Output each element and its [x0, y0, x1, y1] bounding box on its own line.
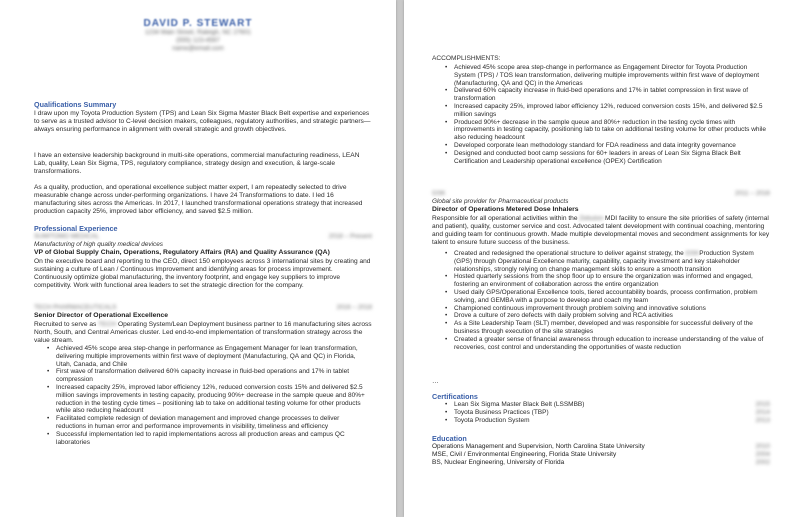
job2-desc-start: Recruited to serve as [34, 321, 97, 328]
job3-tagline: Global site provider for Pharmaceutical products [432, 198, 569, 205]
job3-desc-start: Responsible for all operational activities within the [432, 215, 578, 222]
contact-email: name@email.com [172, 45, 224, 52]
contact-phone: (555) 123-4567 [176, 37, 220, 44]
cert-name: Lean Six Sigma Master Black Belt (LSSMBB) [454, 401, 585, 408]
job1-dates: 2018 – Present [328, 233, 372, 240]
list-item: • Facilitated complete redesign of deviation management and improved change processes to deliver reductions in human error and performance improvements in visibility, timeliness and efficiency [46, 415, 368, 431]
list-item: • As a Site Leadership Team (SLT) member, developed and was responsible for successful delivery of the business through execution of the site strategies [444, 320, 770, 336]
job3-dates: 2011 – 2016 [734, 190, 770, 197]
list-item: • Drove a culture of zero defects with daily problem solving and RCA activities [444, 312, 770, 320]
contact-address: 1234 Main Street, Raleigh, NC 27601 [144, 29, 252, 36]
list-item: • Developed corporate lean methodology standard for FDA readiness and data integrity governance [444, 142, 770, 150]
certifications-heading: Certifications [432, 392, 478, 401]
job3-bullet-list [444, 250, 770, 351]
cert-year: 2013 [755, 416, 770, 424]
summary-paragraph-3: As a quality, production, and operational excellence subject matter expert, I am repeatedly selected to drive measurable change across under-performing organizations. I have 24 Transformations to date. I led 16 manufacturing sites across the Americas. In 2017, I launched transformational operations strategy that increased production capacity 25%, improved labor efficiency, and saved $2.5 million. [34, 184, 363, 215]
degree: BS, Nuclear Engineering, University of Florida [432, 459, 565, 466]
accomplishments-list [444, 64, 770, 165]
list-item: • Designed and conducted boot camp sessions for 60+ leaders in areas of Lean Six Sigma Black Belt Certification and Leadership operational excellence (OPEX) Certification [444, 150, 770, 166]
continuation-ellipsis: … [432, 378, 439, 385]
education-heading: Education [432, 434, 467, 443]
edu-year: 2004 [755, 451, 770, 458]
list-item: • First wave of transformation delivered 60% capacity increase in fluid-bed operations and 17% in tablet compression [46, 368, 368, 384]
list-item [444, 250, 770, 273]
job1-company: SUMITOMO MEDICAL [34, 233, 100, 240]
redacted-company: TECH [98, 321, 117, 328]
job2-company: TECH PHARMACEUTICALS [34, 304, 117, 311]
education-row [432, 459, 770, 467]
summary-paragraph-1: I draw upon my Toyota Production System (TPS) and Lean Six Sigma Master Black Belt expertise and experiences to serve as a trusted advisor to C-level decision makers, colleagues, regulatory authorities, and strategic partners—always ensuring performance in alignment with overall strategic and growth objectives. [34, 110, 371, 133]
job2-desc-end: Operating System/Lean Deployment business partner to 16 manufacturing sites across North, South, and Central Americas cluster. Led end-to-end implementation of transformation strategy across the value stream. [34, 321, 372, 344]
summary-heading: Qualifications Summary [34, 100, 117, 109]
candidate-name: DAVID P. STEWART [143, 18, 253, 29]
cert-year: 2014 [755, 408, 770, 416]
job3-title: Director of Operations Metered Dose Inhalers [432, 206, 579, 213]
list-item: • Used daily GPS/Operational Excellence tools, tiered accountability boards, process confirmation, problem solving, and GEMBA with a purpose to develop and coach my team [444, 289, 770, 305]
bullet1-start: Created and redesigned the operational structure to deliver against strategy, the [454, 250, 684, 257]
list-item: • Delivered 60% capacity increase in fluid-bed operations and 17% in tablet compression in first wave of transformation [444, 87, 770, 103]
list-item: • Increased capacity 25%, improved labor efficiency 12%, reduced conversion costs 15% and delivered $2.5 million savings improvements in testing capacity, producing 90%+ decrease in the sample queue and 80%+ reduction in the testing cycle times – positioning lab to take on additional testing volume for other products while also reducing headcount [46, 384, 368, 415]
list-item: • Successful implementation led to rapid implementations across all production areas and campus QC laboratories [46, 431, 368, 447]
edu-year: 2010 [755, 443, 770, 450]
list-item [444, 401, 770, 409]
cert-year: 2015 [755, 401, 770, 408]
job3-company: GSK [432, 190, 446, 197]
job1-title: VP of Global Supply Chain, Operations, Regulatory Affairs (RA) and Quality Assurance (QA) [34, 249, 330, 256]
job2-title: Senior Director of Operational Excellence [34, 312, 169, 319]
job2-dates: 2016 – 2018 [336, 304, 372, 311]
resume-header [0, 18, 396, 53]
job3-description [432, 215, 770, 247]
job1-description: On the executive board and reporting to the CEO, direct 150 employees across 3 international sites by creating and sustaining a culture of Lean / Continuous Improvement and identifying areas for process improvement. Continuously optimize global manufacturing, the inventory footprint, and engage key suppliers to improve competitivity. Work with functional area leaders to set the strategic direction for the company. [34, 258, 371, 289]
job1-tagline: Manufacturing of high quality medical devices [34, 241, 163, 248]
summary-paragraph-2: I have an extensive leadership background in multi-site operations, commercial manufacturing readiness, LEAN Lab, quality, Lean Six Sigma, TPS, regulatory compliance, strategy design and execution, & large-scale transformations. [34, 152, 360, 175]
certifications-list [444, 401, 770, 424]
list-item: • Championed continuous improvement through problem solving and innovative solutions [444, 305, 770, 313]
list-item: • Achieved 45% scope area step-change in performance as Engagement Director for Toyota Production System (TPS) / TOS lean transformation, delivering multiple improvements within first wave of deployment (Manufacturing, QA and QC) in the Americas [444, 64, 770, 87]
job2-bullet-list [46, 345, 368, 446]
degree: MSE, Civil / Environmental Engineering, Florida State University [432, 451, 617, 458]
edu-year: 2002 [755, 459, 770, 466]
education-row [432, 443, 770, 451]
job3-desc-end: MDI facility to ensure the site priorities of safety (internal and patient), quality, customer service and cost. Advocated talent development with continual coaching, mentoring and guiding team for continuous growth. Made multiple developmental moves and secondment assignments for key talent to ensure future success of the business. [432, 215, 770, 246]
list-item [444, 409, 770, 417]
list-item [444, 417, 770, 425]
education-row [432, 451, 770, 459]
degree: Operations Management and Supervision, North Carolina State University [432, 443, 645, 450]
cert-name: Toyota Production System [454, 416, 530, 424]
job2-description [34, 321, 372, 345]
resume-page-2 [404, 0, 800, 517]
accomplishments-label: ACCOMPLISHMENTS: [432, 55, 501, 62]
resume-page-1 [0, 0, 396, 517]
list-item: • Achieved 45% scope area step-change in performance as Engagement Manager for lean transformation, delivering multiple improvements within first wave of deployment (Manufacturing, QA and QC) in Florida, Utah, Canada, and Chile [46, 345, 368, 368]
list-item: • Produced 90%+ decrease in the sample queue and 80%+ reduction in the testing cycle times with improvements in testing capacity, positioning lab to take on additional testing volume for other products while also reducing headcount [444, 119, 770, 142]
bullet1-end: Production System (GPS) through Operational Excellence maturity, capability, capacity investment and key stakeholder relationships, strongly relying on change management skills to ensure a smooth transition [454, 250, 754, 273]
redacted-site: Zebulon [579, 215, 604, 222]
cert-name: Toyota Business Practices (TBP) [454, 408, 549, 416]
list-item: • Created a greater sense of financial awareness through education to increase understanding of the value of recoveries, cost control and understanding the opportunities of waste reduction [444, 336, 770, 352]
list-item: • Hosted quarterly sessions from the shop floor up to ensure the organization was informed and engaged, fostering an environment of collaboration across the entire organization [444, 273, 770, 289]
experience-heading: Professional Experience [34, 224, 118, 233]
redacted-company: GSK [685, 250, 700, 257]
list-item: • Increased capacity 25%, improved labor efficiency 12%, reduced conversion costs 15%, and delivered $2.5 million savings [444, 103, 770, 119]
